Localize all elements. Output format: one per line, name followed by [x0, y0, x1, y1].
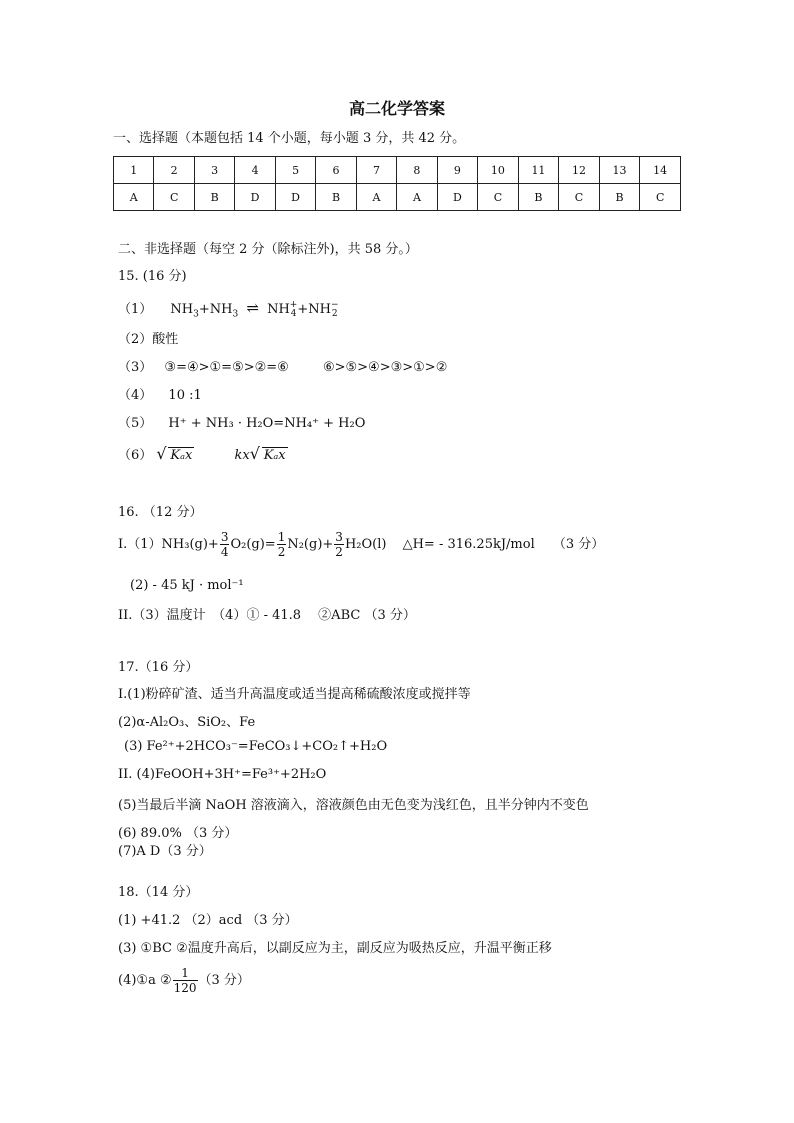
q16-l1-n2: N₂(g)+: [287, 537, 334, 552]
q15-l1-rhs2: +NH: [297, 302, 331, 317]
q15-line-3: [118, 356, 447, 375]
q16-line-1: [118, 530, 604, 559]
subscript: 3: [193, 309, 199, 320]
q17-heading: 17.（16 分）: [118, 660, 199, 675]
q18-heading: 18.（14 分）: [118, 885, 199, 900]
fraction: [220, 530, 230, 559]
sqrt-expression: √ Kₐx: [262, 447, 288, 463]
table-cell: B: [518, 184, 559, 211]
denominator: 4: [220, 545, 229, 559]
section-2-heading: 二、非选择题（每空 2 分（除标注外)，共 58 分。）: [118, 242, 418, 257]
table-cell: C: [478, 184, 519, 211]
superscript: −: [330, 299, 339, 310]
answer-table-number-row: [114, 157, 681, 184]
q17-line-1: I.(1)粉碎矿渣、适当升高温度或适当提高稀硫酸浓度或搅拌等: [118, 687, 471, 702]
sqrt-expression: √ Kₐx: [168, 447, 194, 463]
table-cell: 13: [599, 157, 640, 184]
table-cell: 3: [194, 157, 234, 184]
table-cell: C: [154, 184, 194, 211]
denominator: 120: [173, 981, 197, 995]
q15-l6-label: （6）: [118, 448, 153, 463]
q15-l3-order-a: ③=④>①=⑤>②=⑥: [164, 360, 289, 375]
q15-heading: 15. (16 分): [118, 269, 187, 284]
table-cell: C: [559, 184, 600, 211]
subscript: 4: [290, 308, 297, 319]
q15-l4-ratio: 10 :1: [168, 388, 202, 403]
q17-line-3: (3) Fe²⁺+2HCO₃⁻=FeCO₃↓+CO₂↑+H₂O: [124, 739, 388, 754]
q16-heading: 16. （12 分）: [118, 505, 203, 520]
q18-line-3: [118, 966, 250, 995]
q15-l6-kx: kx: [234, 448, 250, 463]
q15-l3-label: （3）: [118, 360, 153, 375]
table-cell: D: [275, 184, 315, 211]
table-cell: B: [316, 184, 356, 211]
table-cell: 9: [437, 157, 477, 184]
table-cell: 11: [518, 157, 559, 184]
q18-l3-pre: (4)①a ②: [118, 973, 172, 988]
q15-line-5: [118, 412, 365, 431]
subscript: 2: [331, 308, 338, 319]
numerator: 1: [173, 966, 198, 981]
equilibrium-arrow: ⇌: [246, 299, 259, 317]
numerator: 3: [220, 530, 229, 544]
subscript: 3: [232, 309, 239, 320]
table-cell: 14: [640, 157, 681, 184]
answer-table-answer-row: [114, 184, 681, 211]
fraction: [277, 530, 287, 559]
q15-line-1: [118, 298, 339, 320]
q15-l1-mid: +NH: [198, 302, 233, 317]
q16-l1-score: （3 分）: [552, 537, 605, 552]
table-cell: B: [599, 184, 640, 211]
denominator: 2: [335, 545, 343, 559]
section-1-heading: 一、选择题（本题包括 14 个小题，每小题 3 分，共 42 分。: [113, 131, 466, 146]
table-cell: A: [114, 184, 154, 211]
q17-line-5: (5)当最后半滴 NaOH 溶液滴入，溶液颜色由无色变为浅红色，且半分钟内不变色: [118, 798, 589, 813]
table-cell: 7: [356, 157, 396, 184]
table-cell: D: [235, 184, 275, 211]
numerator: 3: [335, 530, 343, 544]
page-title: 高二化学答案: [348, 99, 445, 118]
q17-line-7: (7)A D（3 分）: [118, 844, 212, 859]
q17-line-4: II. (4)FeOOH+3H⁺=Fe³⁺+2H₂O: [118, 767, 327, 782]
q16-l1-o2: O₂(g)=: [230, 537, 276, 552]
q15-l4-label: （4）: [118, 388, 153, 403]
table-cell: C: [640, 184, 681, 211]
table-cell: 6: [316, 157, 356, 184]
table-cell: B: [194, 184, 234, 211]
fraction: [334, 530, 344, 559]
q15-l1-label: （1）: [118, 302, 153, 317]
q16-line-2: (2) - 45 kJ · mol⁻¹: [130, 578, 244, 593]
q18-line-1: (1) +41.2 （2）acd （3 分）: [118, 913, 298, 928]
q16-l1-pre: I.（1）NH₃(g)+: [118, 537, 219, 552]
q18-l3-score: （3 分）: [198, 973, 250, 988]
q18-line-2: (3) ①BC ②温度升高后，以副反应为主，副反应为吸热反应，升温平衡正移: [118, 941, 552, 956]
table-cell: 1: [114, 157, 154, 184]
denominator: 2: [277, 545, 286, 559]
table-cell: A: [356, 184, 396, 211]
table-cell: D: [437, 184, 477, 211]
q15-l1-lhs: NH: [170, 302, 194, 317]
table-cell: 4: [235, 157, 275, 184]
answer-table: [113, 156, 681, 211]
q16-l1-h2o: H₂O(l): [344, 537, 387, 552]
q15-line-4: [118, 384, 202, 403]
numerator: 1: [277, 530, 286, 544]
superscript: +: [289, 299, 298, 310]
q17-line-6: (6) 89.0% （3 分）: [118, 826, 238, 841]
q15-l1-rhs1: NH: [267, 302, 290, 317]
q17-line-2: (2)α-Al₂O₃、SiO₂、Fe: [118, 715, 256, 730]
table-cell: 5: [275, 157, 315, 184]
q16-l1-enthalpy: △H= - 316.25kJ/mol: [402, 537, 535, 552]
table-cell: 10: [478, 157, 519, 184]
q15-line-2: （2）酸性: [118, 332, 179, 347]
table-cell: 2: [154, 157, 194, 184]
table-cell: A: [397, 184, 437, 211]
table-cell: 8: [397, 157, 437, 184]
q15-l3-order-b: ⑥>⑤>④>③>①>②: [322, 360, 448, 375]
fraction: [173, 966, 198, 995]
q15-l5-equation: H⁺ + NH₃ · H₂O=NH₄⁺ + H₂O: [168, 416, 366, 431]
q15-line-6: [118, 444, 288, 463]
q16-line-3: II.（3）温度计 （4）① - 41.8 ②ABC （3 分）: [118, 608, 416, 623]
table-cell: 12: [559, 157, 600, 184]
q15-l5-label: （5）: [118, 416, 153, 431]
